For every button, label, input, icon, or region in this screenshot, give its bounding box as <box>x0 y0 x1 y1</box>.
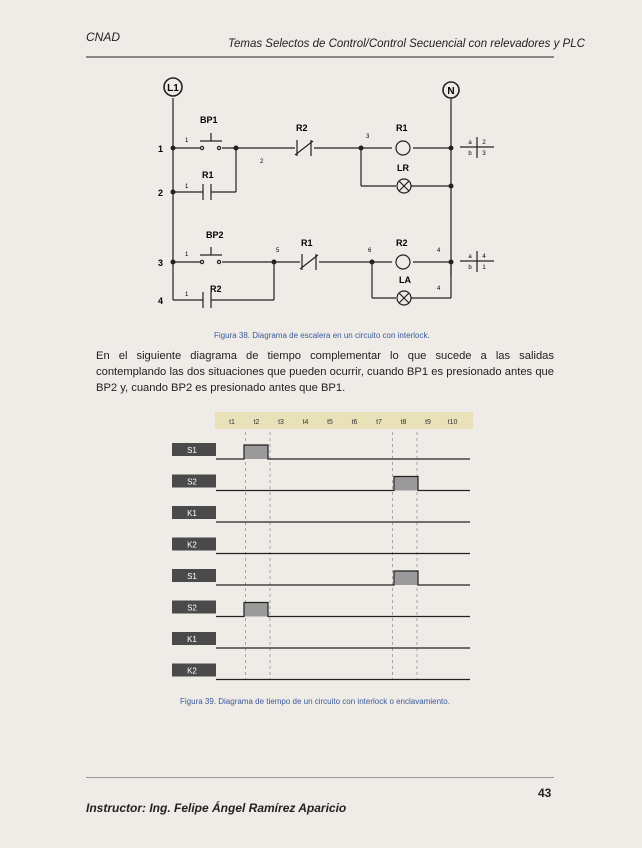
signal-label: S2 <box>187 477 197 487</box>
rail-n-label: N <box>447 86 455 97</box>
signal-pulse <box>244 603 268 617</box>
signal-label: K2 <box>187 666 197 676</box>
xref-bottom: 3 <box>482 151 486 157</box>
instructor-credit: Instructor: Ing. Felipe Ángel Ramírez Aparicio <box>86 801 347 815</box>
time-label: t9 <box>425 419 431 426</box>
xref-top: 4 <box>482 254 486 260</box>
label-coil-r1: R1 <box>396 123 408 133</box>
instruction-paragraph: En el siguiente diagrama de tiempo complementar lo que sucede a las salidas contemplando las dos situaciones que pueden ocurrir, cuando BP1 es presionado antes que BP2 y, cuando BP2 es presionado antes que BP1. <box>96 350 554 394</box>
footer-rule <box>86 777 554 778</box>
xref-top: 2 <box>482 140 486 146</box>
signal-label: S1 <box>187 572 197 581</box>
time-label: t10 <box>447 419 458 426</box>
signal-pulse <box>394 477 418 491</box>
xref-bottom: 1 <box>482 265 486 271</box>
label-r2-nc: R2 <box>296 123 308 133</box>
figure-39-caption: Figura 39. Diagrama de tiempo de un circuito con interlock o enclavamiento. <box>180 697 450 706</box>
signal-label: S1 <box>187 446 197 455</box>
signal-label: K1 <box>187 509 197 518</box>
header-course-title: Temas Selectos de Control/Control Secuencial con relevadores y PLC <box>228 38 585 50</box>
signal-label: S2 <box>187 603 197 613</box>
xref-a: a <box>468 140 472 146</box>
label-lamp-la: LA <box>399 275 411 285</box>
time-label: t4 <box>302 419 309 426</box>
node-label: 1 <box>185 252 189 258</box>
signal-waveform <box>216 477 470 491</box>
time-label: t5 <box>327 419 333 426</box>
label-bp2: BP2 <box>206 230 224 240</box>
rung-number-4: 4 <box>157 296 163 306</box>
xref-b: b <box>468 151 472 157</box>
time-label: t3 <box>278 419 284 426</box>
time-label: t7 <box>376 419 382 426</box>
label-r2-hold: R2 <box>210 284 222 294</box>
node-label: 3 <box>366 134 370 140</box>
rung-number-3: 3 <box>157 258 163 268</box>
node-label: 1 <box>185 184 189 190</box>
rung-number-1: 1 <box>157 144 163 154</box>
label-r1-hold: R1 <box>202 170 214 180</box>
node-label: 2 <box>260 159 264 165</box>
rail-l1-label: L1 <box>167 83 179 94</box>
signal-pulse <box>394 571 418 585</box>
signal-label: K2 <box>187 540 197 550</box>
header-org: CNAD <box>86 30 121 44</box>
rung-number-2: 2 <box>157 188 163 198</box>
node-label: 6 <box>368 248 372 254</box>
xref-b: b <box>468 265 472 271</box>
time-label: t1 <box>229 419 235 426</box>
node-label: 1 <box>185 138 189 144</box>
node-label: 5 <box>276 248 280 254</box>
time-label: t8 <box>400 419 407 426</box>
label-lamp-lr: LR <box>397 163 409 173</box>
label-r1-nc: R1 <box>301 238 313 248</box>
time-label: t2 <box>253 419 260 426</box>
xref-a: a <box>468 254 472 260</box>
label-coil-r2: R2 <box>396 238 408 248</box>
signal-label: K1 <box>187 635 197 644</box>
node-label: 4 <box>437 248 441 254</box>
figure-38-caption: Figura 38. Diagrama de escalera en un circuito con interlock. <box>214 331 430 340</box>
page-number: 43 <box>538 786 552 800</box>
node-label: 4 <box>437 286 441 292</box>
label-bp1: BP1 <box>200 115 218 125</box>
node-label: 1 <box>185 292 189 298</box>
time-label: t6 <box>351 419 358 426</box>
signal-waveform <box>216 571 470 585</box>
signal-pulse <box>244 445 268 459</box>
